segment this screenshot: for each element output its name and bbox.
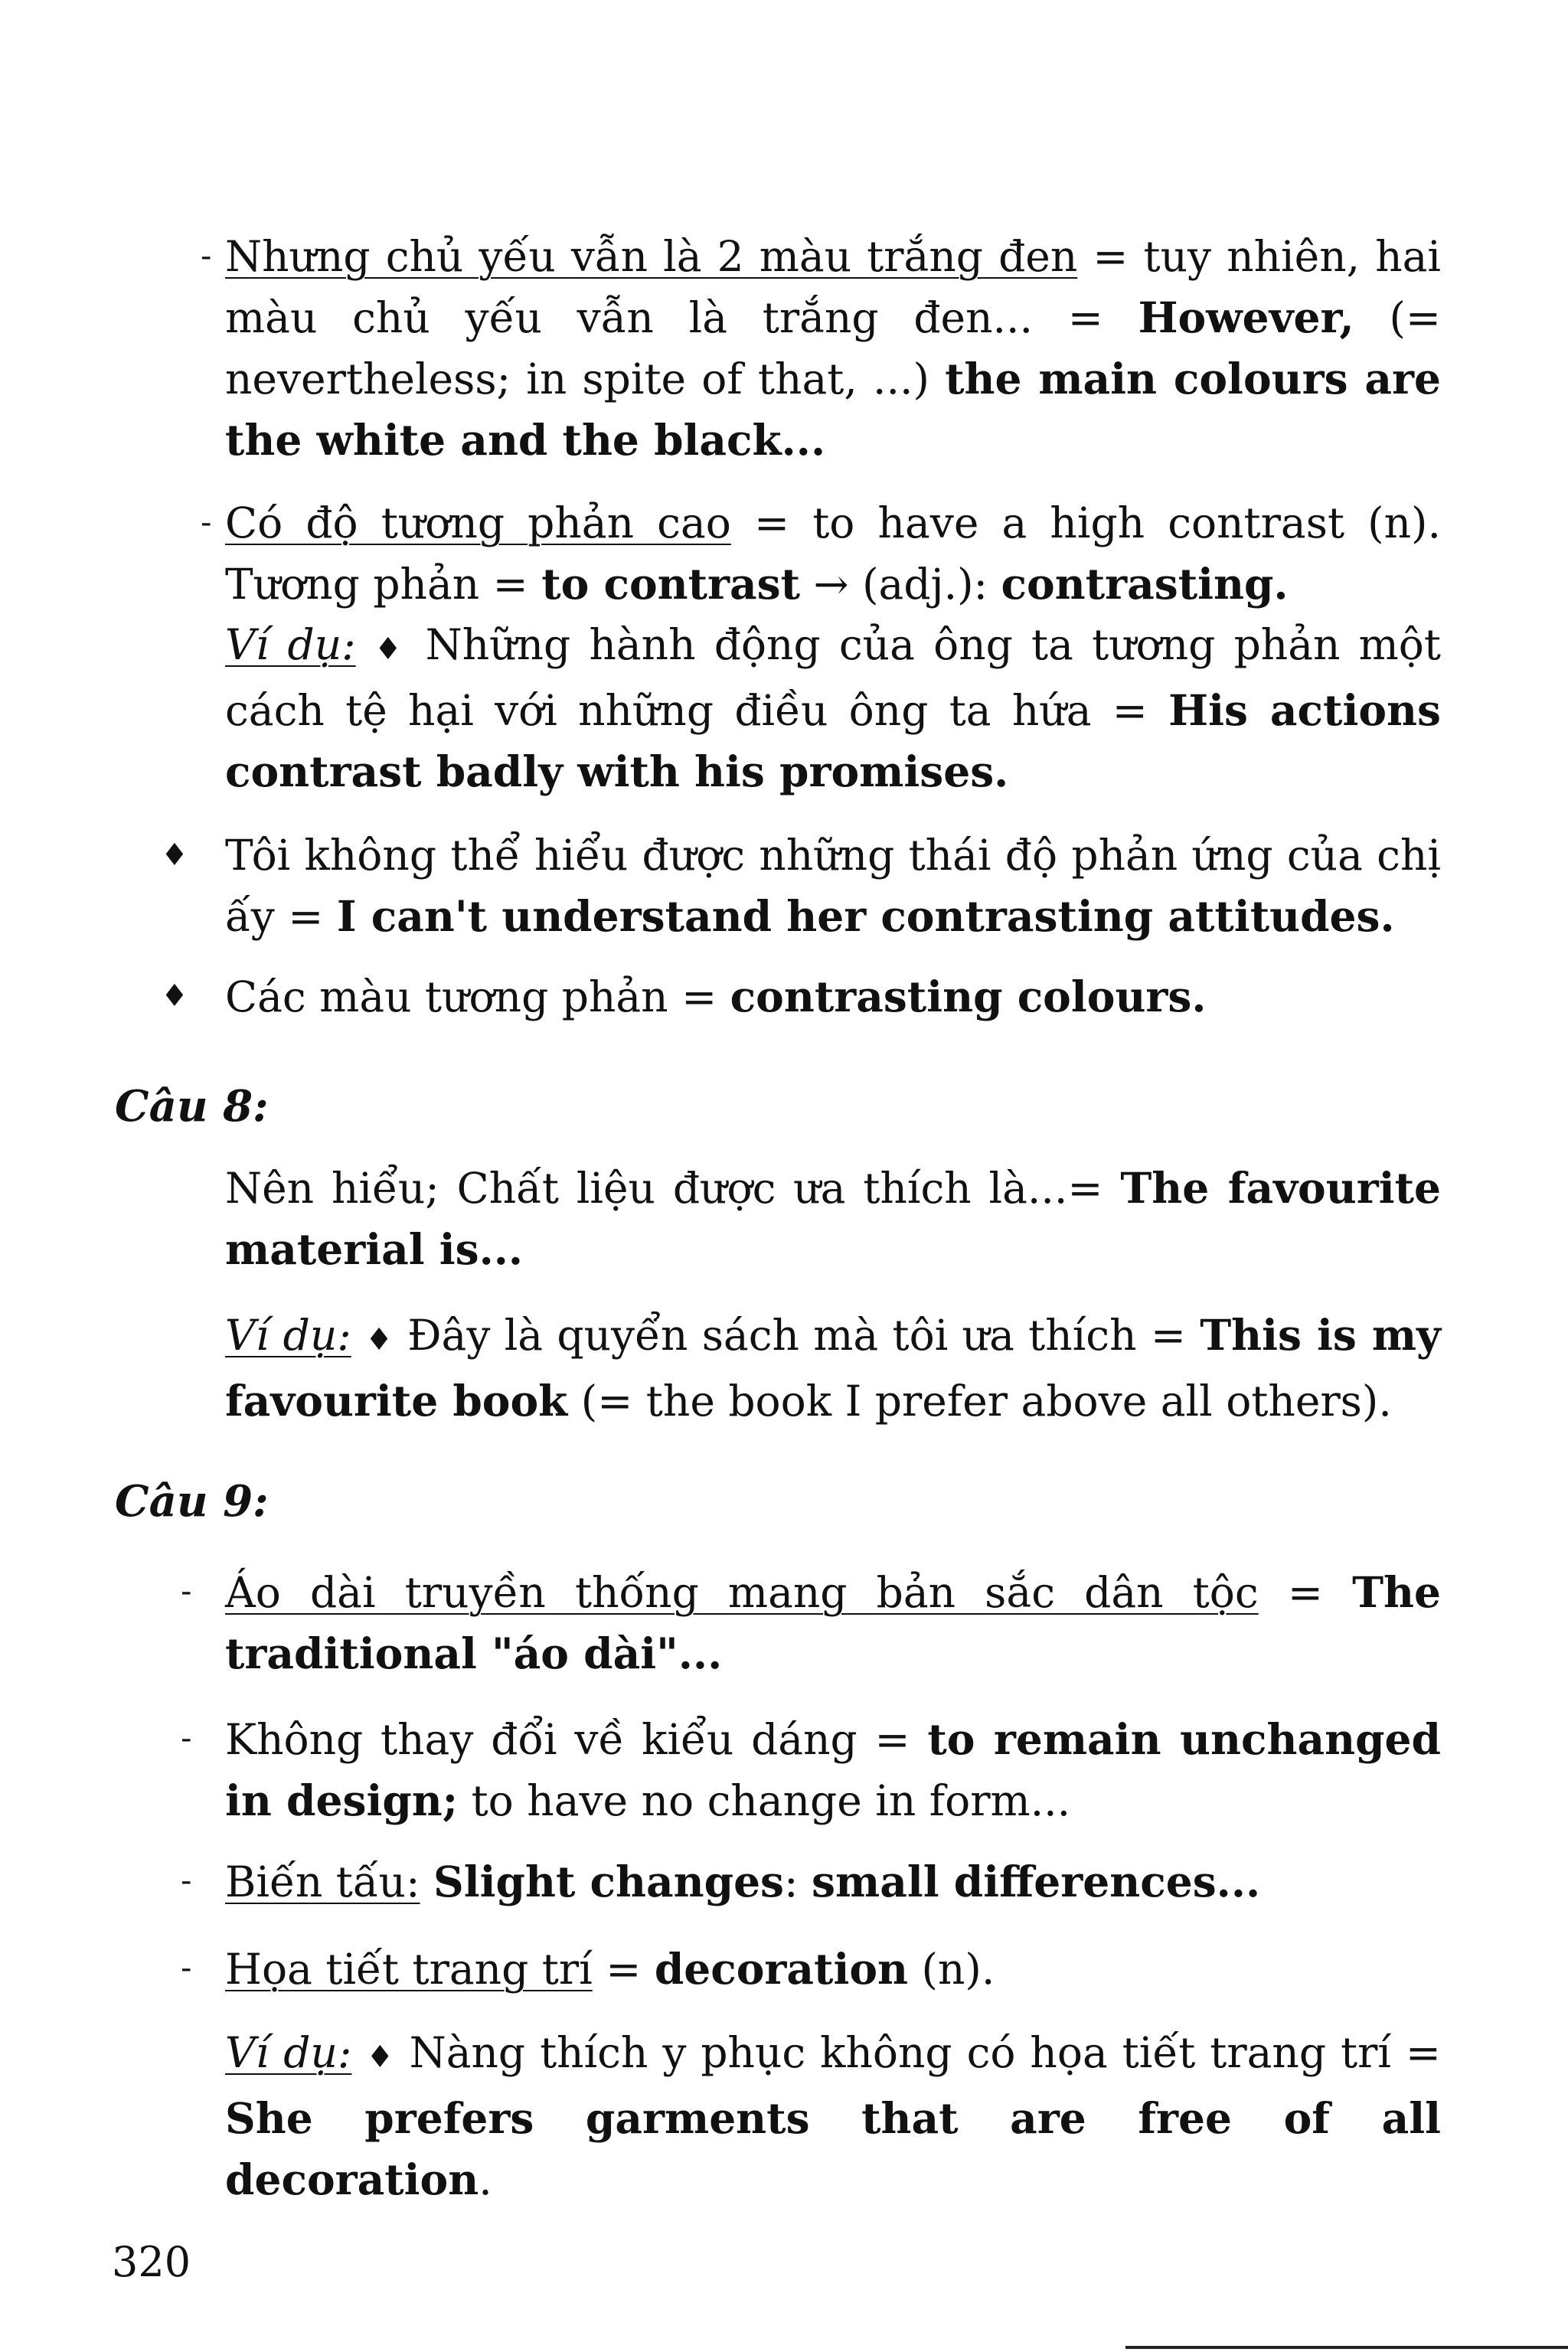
bold-text: Slight changes	[433, 1857, 785, 1906]
dash-marker: -	[201, 239, 212, 274]
entry-paragraph	[225, 825, 1441, 947]
bold-text: to contrast	[541, 559, 801, 609]
diamond-icon: ♦	[366, 2040, 395, 2075]
text: .	[479, 2155, 492, 2204]
dash-marker: -	[181, 1864, 192, 1899]
text: =	[1258, 1568, 1353, 1617]
text: = tuy nhiên, hai màu chủ yếu vẫn là trắng đen... =	[225, 232, 1441, 342]
entry-paragraph	[225, 493, 1441, 802]
bold-text: to remain unchanged in design;	[225, 1714, 1441, 1825]
example-label: Ví dụ:	[225, 1311, 351, 1360]
text: Nàng thích y phục không có họa tiết trang trí =	[394, 2028, 1442, 2077]
text: (n).	[908, 1945, 995, 1994]
text: → (adj.):	[800, 560, 1001, 609]
text: Nên hiểu; Chất liệu được ưa thích là...=	[225, 1164, 1121, 1213]
entry-paragraph	[225, 227, 1441, 471]
underlined-term: Có độ tương phản cao	[225, 498, 731, 547]
entry-paragraph	[225, 966, 1441, 1027]
bold-text: The traditional "áo dài"...	[225, 1567, 1441, 1678]
bold-text: This is my favourite book	[225, 1310, 1442, 1426]
diamond-icon: ♦	[161, 978, 188, 1014]
dash-marker: -	[181, 1721, 192, 1756]
diamond-icon: ♦	[365, 1322, 394, 1357]
text: Các màu tương phản =	[225, 972, 730, 1021]
underlined-term: Nhưng chủ yếu vẫn là 2 màu trắng đen	[225, 232, 1078, 281]
text: Đây là quyển sách mà tôi ưa thích =	[393, 1311, 1200, 1360]
bold-text: small differences...	[812, 1857, 1261, 1906]
bold-text: She prefers garments that are free of all decoration	[225, 2093, 1441, 2204]
entry-paragraph	[225, 1939, 1441, 2000]
entry-paragraph	[225, 1158, 1441, 1280]
text: Những hành động của ông ta tương phản một cách tệ hại với những điều ông ta hứa =	[225, 620, 1441, 735]
bold-text: contrasting colours.	[730, 972, 1207, 1021]
example-label: Ví dụ:	[225, 620, 356, 669]
text: (= the book I prefer above all others).	[567, 1377, 1392, 1426]
text: (= nevertheless; in spite of that, ...)	[225, 293, 1441, 403]
text	[420, 1857, 433, 1906]
text: to have no change in form...	[458, 1776, 1071, 1825]
bold-text: contrasting.	[1001, 559, 1289, 609]
dash-marker: -	[181, 1951, 192, 1986]
example-paragraph	[225, 2023, 1441, 2210]
underlined-term: Biến tấu:	[225, 1857, 420, 1906]
example-label: Ví dụ:	[225, 2028, 352, 2077]
text: :	[784, 1857, 812, 1906]
text: Không thay đổi về kiểu dáng =	[225, 1715, 928, 1764]
diamond-icon: ♦	[161, 838, 188, 873]
diamond-icon: ♦	[374, 632, 407, 667]
section-heading-cau-8: Câu 8:	[115, 1081, 269, 1132]
bottom-rule	[1125, 2346, 1568, 2349]
underlined-term: Áo dài truyền thống mang bản sắc dân tộc	[225, 1568, 1259, 1617]
bold-text: His actions contrast badly with his promises.	[225, 685, 1441, 796]
bold-text: decoration	[654, 1944, 909, 1994]
page-number: 320	[112, 2238, 191, 2286]
text: =	[592, 1945, 655, 1994]
entry-paragraph	[225, 1562, 1441, 1684]
entry-paragraph	[225, 1709, 1441, 1831]
text: = to have a high contrast (n). Tương phản =	[225, 498, 1441, 609]
entry-paragraph	[225, 1851, 1441, 1913]
bold-text: the main colours are the white and the black...	[225, 354, 1441, 465]
bold-text: However,	[1138, 292, 1354, 342]
underlined-term: Họa tiết trang trí	[225, 1945, 593, 1994]
section-heading-cau-9: Câu 9:	[115, 1476, 269, 1527]
dash-marker: -	[181, 1574, 192, 1609]
dash-marker: -	[201, 505, 212, 541]
bold-text: I can't understand her contrasting attitudes.	[336, 891, 1395, 941]
example-paragraph	[225, 1305, 1441, 1432]
bold-text: The favourite material is...	[225, 1163, 1441, 1274]
text: Tôi không thể hiểu được những thái độ phản ứng của chị ấy =	[225, 831, 1441, 941]
